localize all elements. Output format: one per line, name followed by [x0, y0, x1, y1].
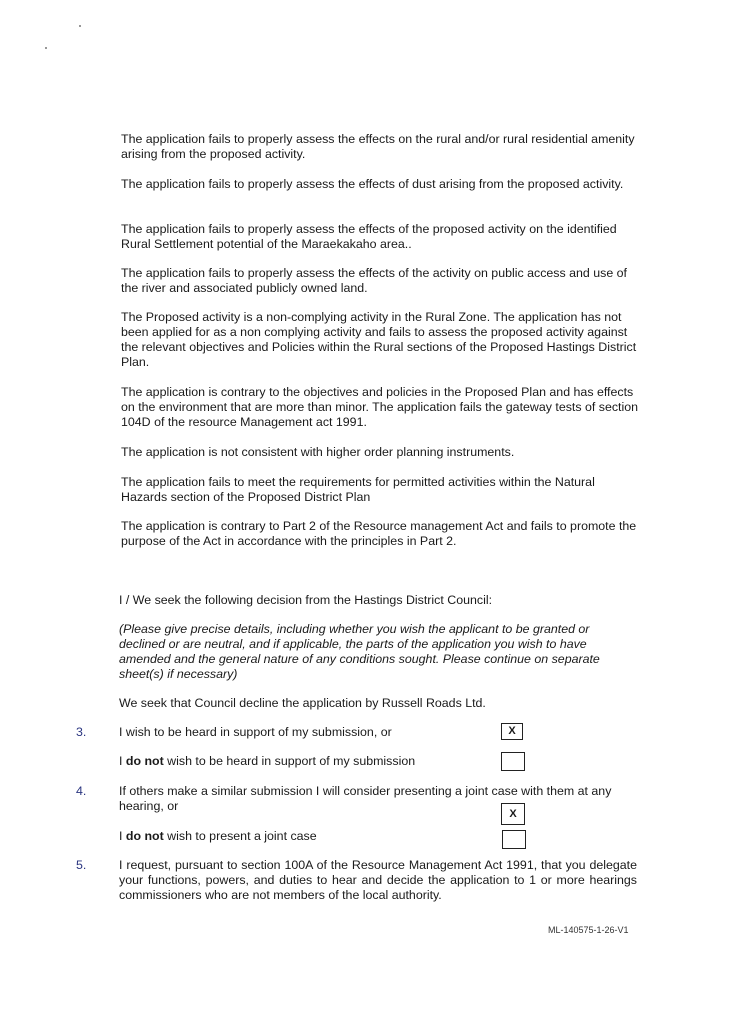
decision-heading: I / We seek the following decision from the Hastings District Council:: [119, 593, 493, 607]
objection-paragraph: The application is contrary to Part 2 of the Resource management Act and fails to promote the purpose of the Act in accordance with the principles in Part 2.: [121, 519, 637, 548]
objection-paragraph: The Proposed activity is a non-complying activity in the Rural Zone. The application has not been applied for as a non complying activity and fails to assess the proposed activity against the relevant objectives and Policies within the Rural sections of the Proposed Hastings District Plan.: [121, 310, 637, 369]
joint-case-checkbox[interactable]: X: [501, 803, 525, 825]
scan-speck: [45, 47, 47, 49]
objection-paragraph: The application fails to properly assess the effects of dust arising from the proposed activity.: [121, 177, 624, 191]
item-number: 4.: [76, 784, 87, 798]
joint-case-label: If others make a similar submission I will consider presenting a joint case with them at any hearing, or: [119, 784, 612, 813]
objection-paragraph: The application fails to properly assess the effects of the activity on public access and use of the river and associated publicly owned land.: [121, 266, 628, 295]
delegation-request-text: I request, pursuant to section 100A of the Resource Management Act 1991, that you delegate your functions, powers, and duties to hear and decide the application to 1 or more hearings commissioners who are not members of the local authority.: [119, 858, 637, 902]
document-reference: ML-140575-1-26-V1: [548, 925, 629, 935]
not-heard-label: [119, 754, 489, 769]
item-number: 3.: [76, 725, 87, 739]
objection-paragraph: The application fails to properly assess the effects of the proposed activity on the identified Rural Settlement potential of the Maraekakaho area..: [121, 222, 617, 251]
decision-instructions: (Please give precise details, including whether you wish the applicant to be granted or declined or are neutral, and if applicable, the parts of the application you wish to have amended and the general nature of any conditions sought. Please continue on separate sheet(s) if necessary): [119, 622, 600, 681]
no-joint-case-label: [119, 829, 489, 844]
objection-paragraph: The application fails to properly assess the effects on the rural and/or rural residential amenity arising from the proposed activity.: [121, 132, 635, 161]
item-number: 5.: [76, 858, 87, 872]
objection-paragraph: The application is not consistent with higher order planning instruments.: [121, 445, 515, 459]
heard-in-support-checkbox[interactable]: X: [501, 723, 523, 740]
not-heard-label-bold: do not: [125, 754, 164, 768]
objection-paragraph: The application is contrary to the objectives and policies in the Proposed Plan and has effects on the environment that are more than minor. The application fails the gateway tests of section 104D of the resource Management act 1991.: [121, 385, 639, 429]
no-joint-case-label-bold: do not: [125, 829, 164, 843]
objection-paragraph: The application fails to meet the requirements for permitted activities within the Natural Hazards section of the Proposed District Plan: [121, 475, 595, 504]
decision-answer: We seek that Council decline the application by Russell Roads Ltd.: [119, 696, 486, 710]
no-joint-case-label-pre: I: [119, 829, 126, 843]
heard-in-support-label: I wish to be heard in support of my submission, or: [119, 725, 392, 739]
not-heard-label-pre: I: [119, 754, 126, 768]
not-heard-label-post: wish to be heard in support of my submission: [163, 754, 416, 768]
not-heard-checkbox[interactable]: [501, 752, 525, 771]
no-joint-case-label-post: wish to present a joint case: [163, 829, 317, 843]
no-joint-case-checkbox[interactable]: [502, 830, 526, 849]
scan-speck: [79, 25, 81, 27]
